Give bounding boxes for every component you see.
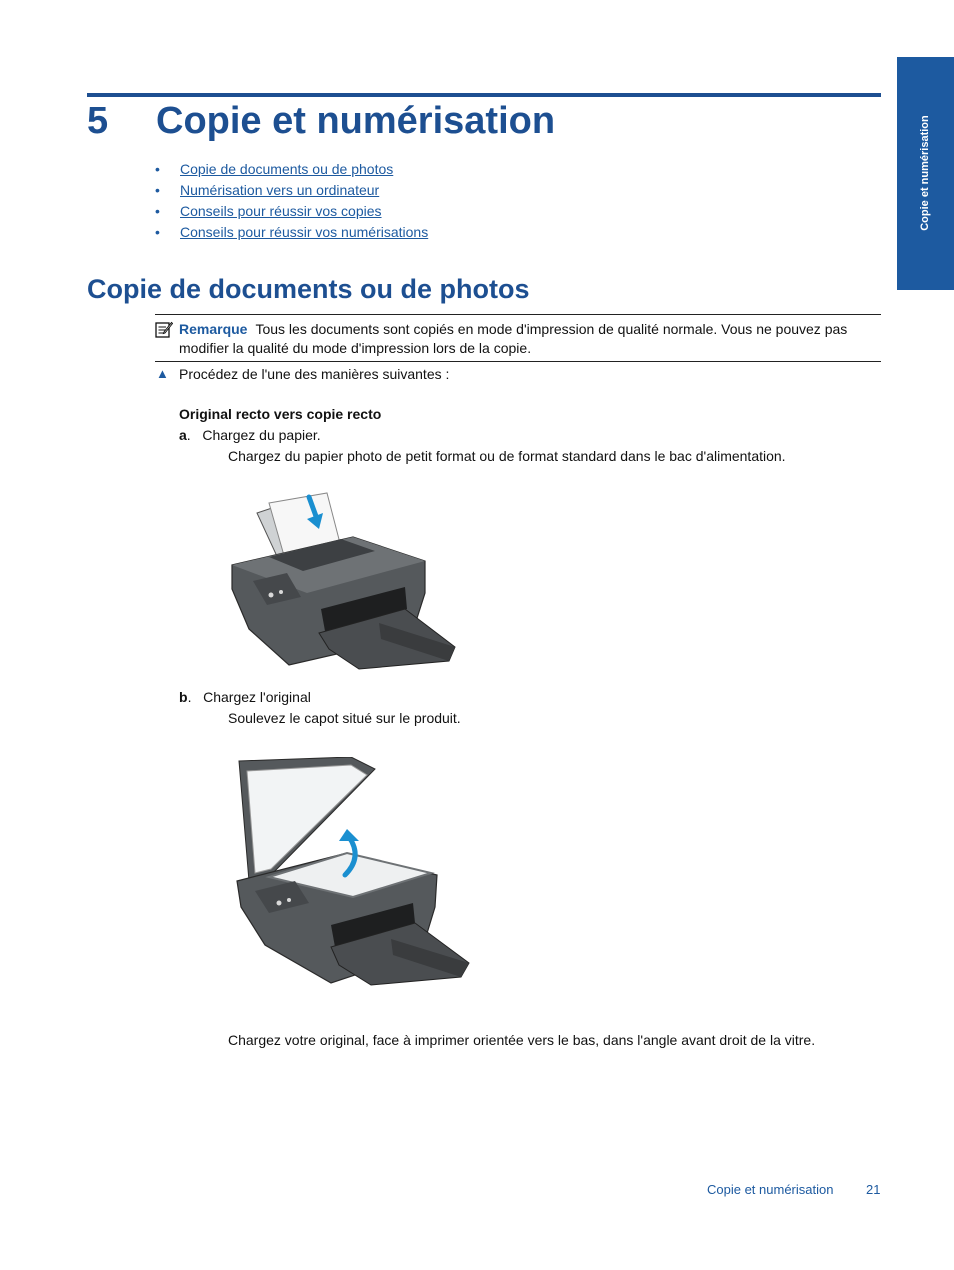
side-tab-label: Copie et numérisation <box>919 115 931 231</box>
toc-link-numerisation[interactable]: Numérisation vers un ordinateur <box>180 182 380 198</box>
step-b-letter: b <box>179 689 188 705</box>
note-label: Remarque <box>179 321 248 337</box>
step-a-title: Chargez du papier. <box>202 427 321 443</box>
footer-page-number: 21 <box>866 1182 881 1197</box>
note-top-rule <box>155 314 881 315</box>
step-b-detail: Soulevez le capot situé sur le produit. <box>228 710 461 726</box>
footer-chapter-title: Copie et numérisation <box>707 1182 834 1197</box>
chapter-toc <box>155 160 428 244</box>
step-a: a. Chargez du papier. <box>179 427 321 443</box>
triangle-icon: ▲ <box>156 366 169 381</box>
chapter-side-tab <box>897 57 954 290</box>
note-bottom-rule <box>155 361 881 362</box>
note-icon <box>155 321 173 338</box>
step-b-title: Chargez l'original <box>203 689 311 705</box>
bullet-icon: • <box>155 203 160 219</box>
toc-item <box>155 181 428 202</box>
toc-item <box>155 202 428 223</box>
step-a-detail: Chargez du papier photo de petit format ou de format standard dans le bac d'alimentation. <box>228 448 786 464</box>
step-a-letter: a <box>179 427 187 443</box>
chapter-title <box>87 98 555 144</box>
note-block <box>179 320 879 358</box>
chapter-number: 5 <box>87 100 109 142</box>
printer-load-paper-illustration <box>229 489 459 671</box>
chapter-top-rule <box>87 93 881 97</box>
toc-link-conseils-numerisations[interactable]: Conseils pour réussir vos numérisations <box>180 224 429 240</box>
step-b-detail-2: Chargez votre original, face à imprimer orientée vers le bas, dans l'angle avant droit de la vitre. <box>228 1032 816 1048</box>
toc-item <box>155 160 428 181</box>
printer-open-lid-illustration <box>235 757 475 989</box>
procedure-intro: Procédez de l'une des manières suivantes : <box>179 366 450 382</box>
section-title: Copie de documents ou de photos <box>87 274 530 304</box>
chapter-title-text: Copie et numérisation <box>156 100 556 142</box>
toc-link-copie[interactable]: Copie de documents ou de photos <box>180 161 394 177</box>
bullet-icon: • <box>155 224 160 240</box>
note-text: Tous les documents sont copiés en mode d'impression de qualité normale. Vous ne pouvez pas modifier la qualité du mode d'impression lors de la copie. <box>179 321 848 356</box>
toc-link-conseils-copies[interactable]: Conseils pour réussir vos copies <box>180 203 382 219</box>
toc-item <box>155 223 428 244</box>
bullet-icon: • <box>155 161 160 177</box>
step-b: b. Chargez l'original <box>179 689 311 705</box>
bullet-icon: • <box>155 182 160 198</box>
procedure-subheading: Original recto vers copie recto <box>179 406 382 422</box>
